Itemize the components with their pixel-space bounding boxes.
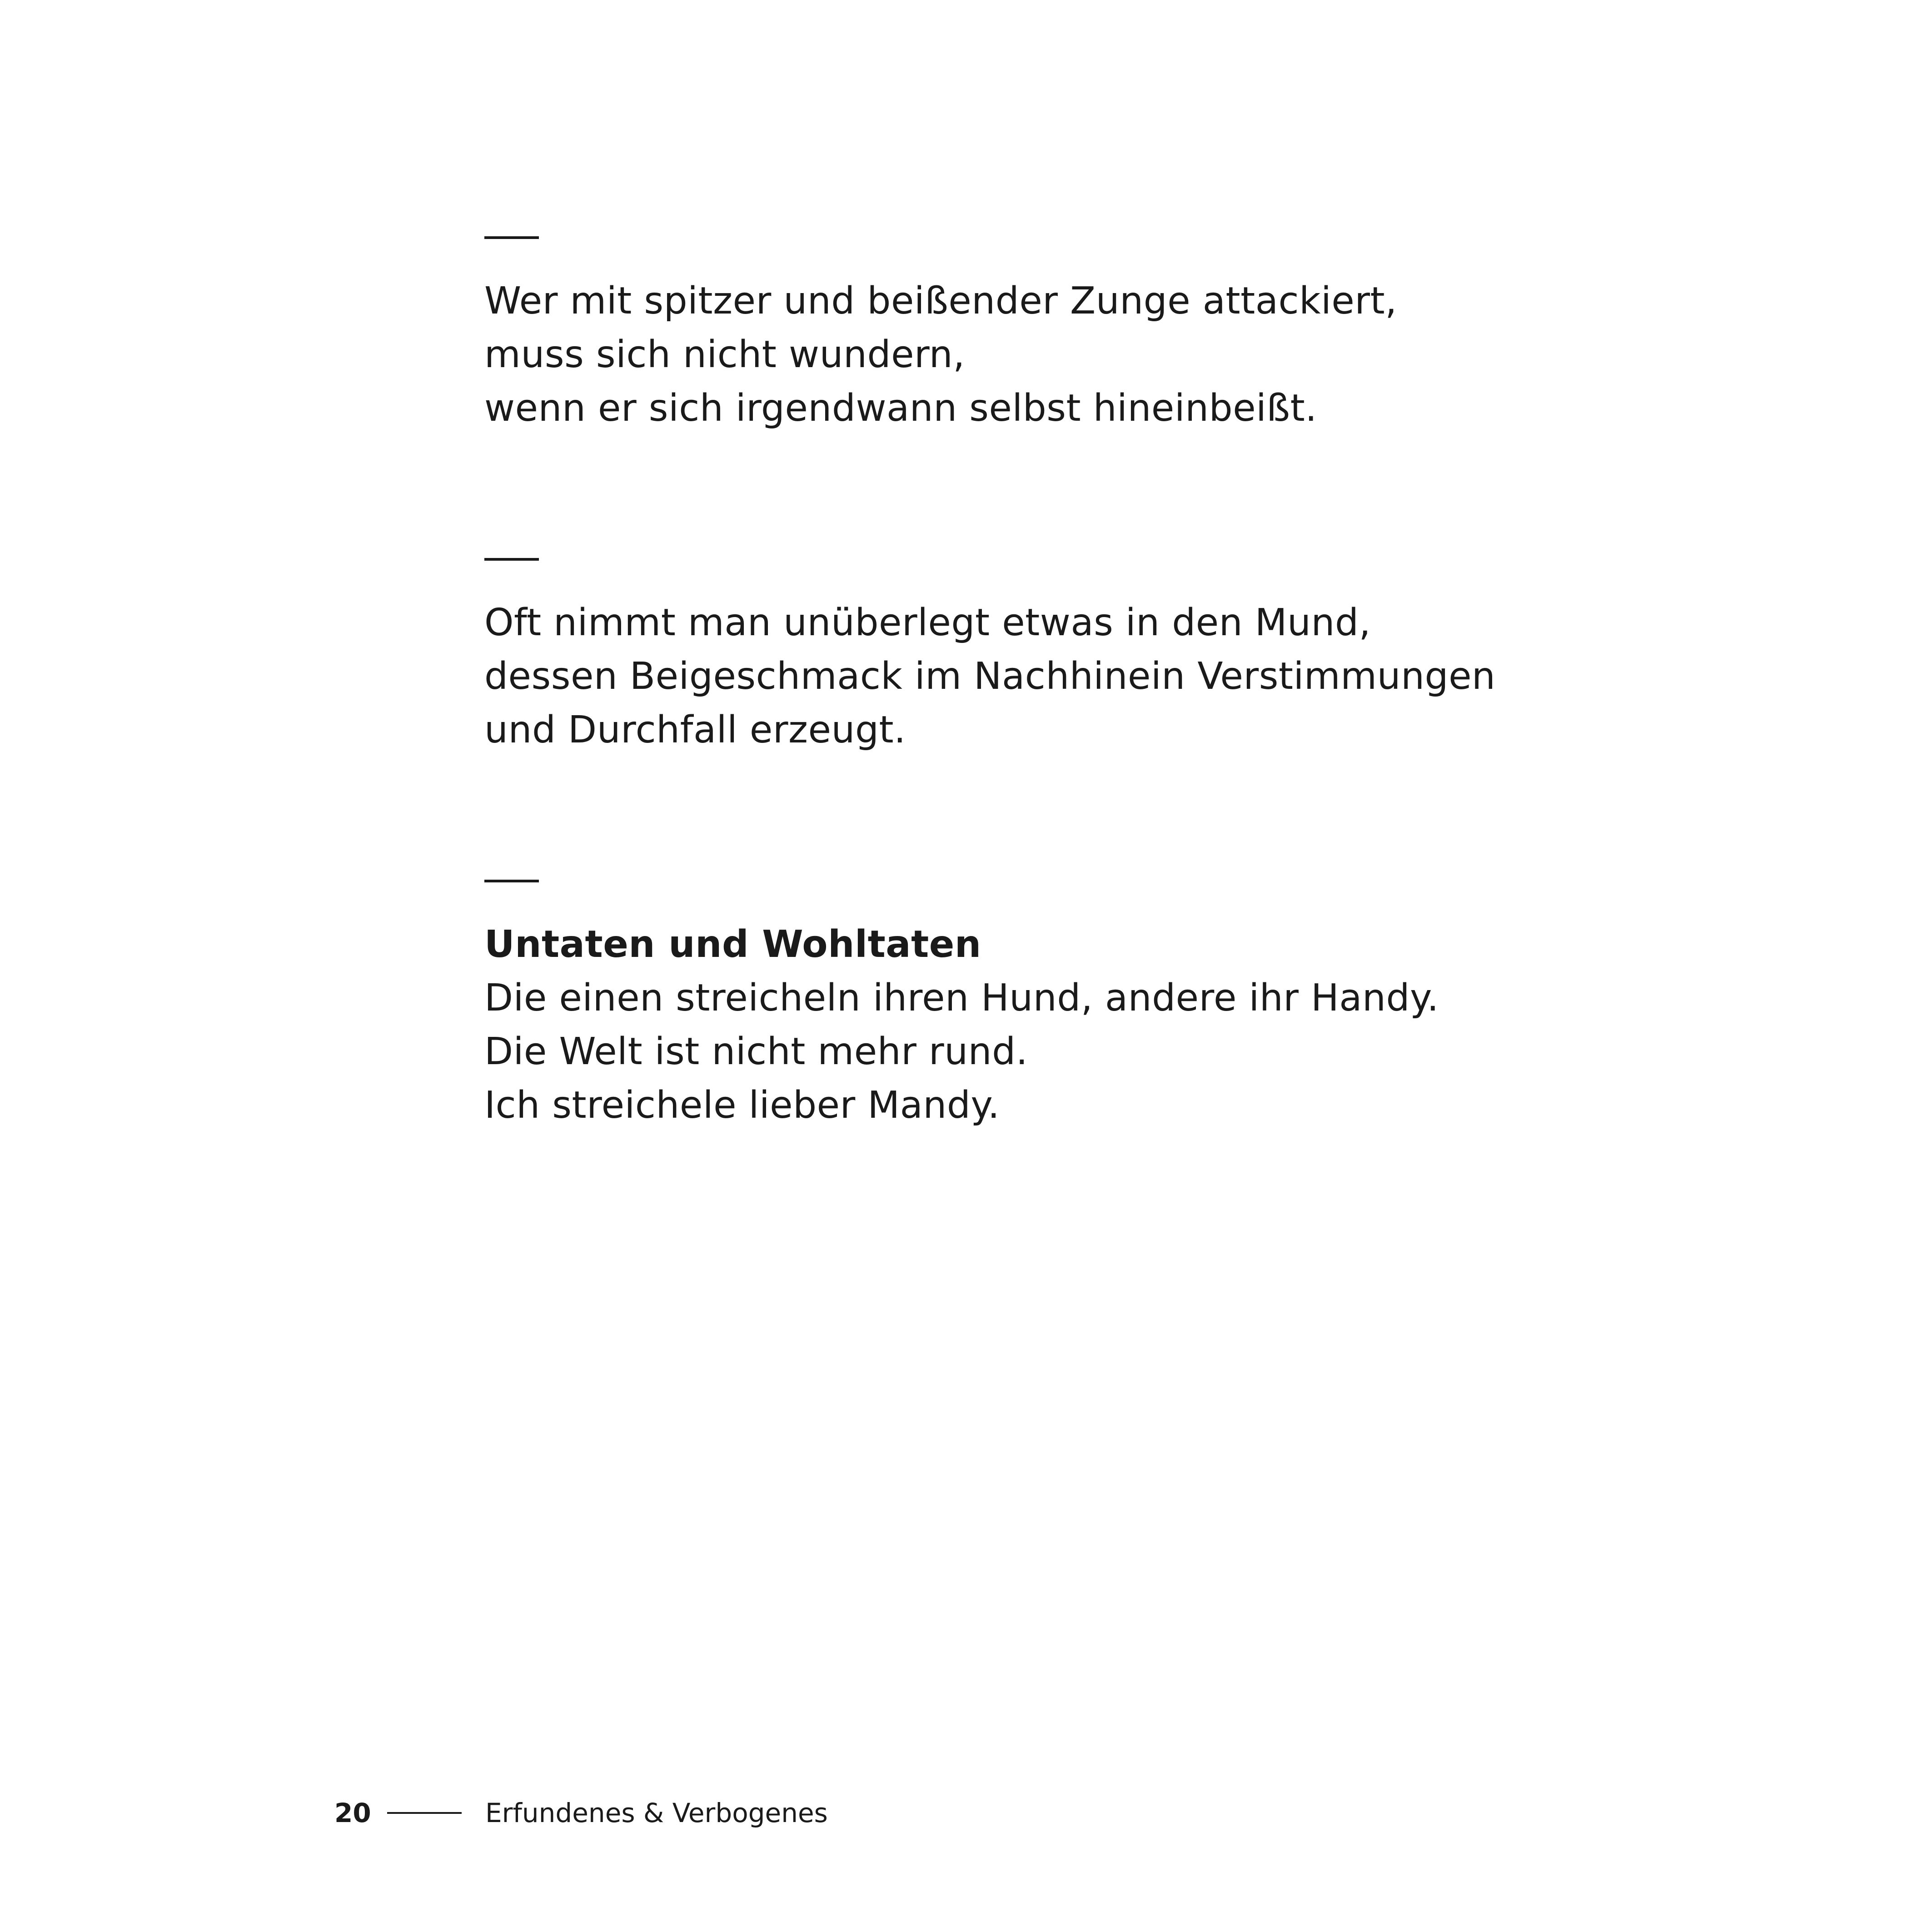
section-divider [484,558,539,561]
text-line: Die einen streicheln ihren Hund, andere ihr Handy. [484,976,1439,1020]
text-line: dessen Beigeschmack im Nachhinein Verstimmungen [484,655,1496,698]
running-title: Erfundenes & Verbogenes [485,1798,828,1828]
section-divider [484,880,539,882]
text-line: und Durchfall erzeugt. [484,708,906,752]
aphorism-1 [484,236,1575,435]
page-footer [334,1795,828,1831]
poem-title: Untaten und Wohltaten [484,923,981,966]
text-line: wenn er sich irgendwann selbst hineinbeißt. [484,387,1317,430]
text-line: Ich streichele lieber Mandy. [484,1084,1000,1127]
section-divider [484,236,539,239]
text-line: Die Welt ist nicht mehr rund. [484,1030,1028,1073]
footer-divider [387,1812,462,1814]
aphorism-2 [484,558,1575,757]
poem-untaten-und-wohltaten [484,880,1575,1132]
text-line: muss sich nicht wundern, [484,333,965,376]
text-line: Oft nimmt man unüberlegt etwas in den Mund, [484,601,1371,644]
page-number: 20 [334,1798,371,1828]
text-line: Wer mit spitzer und beißender Zunge attackiert, [484,279,1397,323]
